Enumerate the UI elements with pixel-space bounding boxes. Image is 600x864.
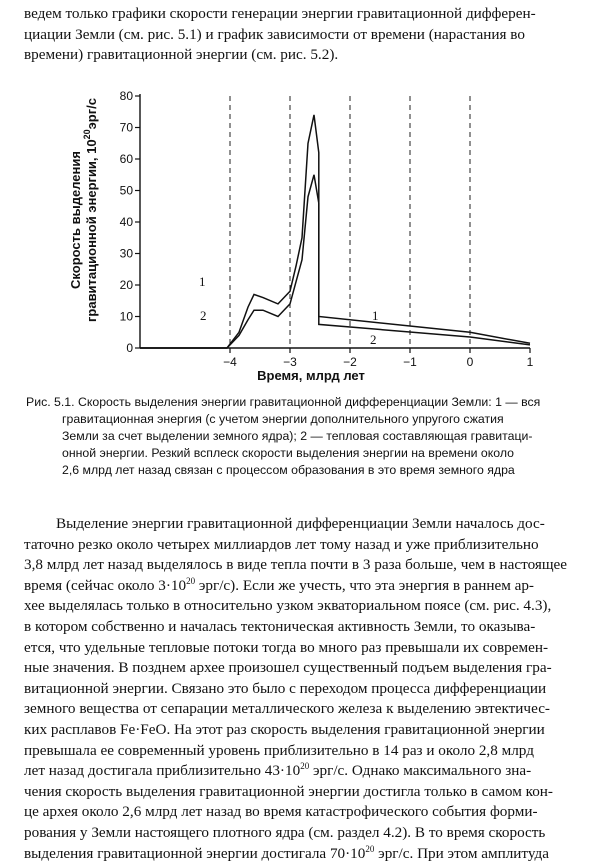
caption-line: Земли за счет выделении земного ядра); 2 — тепловая составляющая гравитаци- (26, 428, 582, 445)
series-line-1 (140, 115, 530, 348)
y-tick-label: 20 (120, 278, 134, 292)
y-tick-label: 40 (120, 215, 134, 229)
y-tick-label: 30 (120, 247, 134, 261)
y-axis-label-line2: гравитационной энергии, $10^{20}эрг/с$ (82, 98, 99, 322)
x-tick-label: −3 (283, 355, 297, 369)
text-line: це архея около 2,6 млрд лет назад во время катастрофического события форми- (24, 802, 576, 823)
x-tick-label: 0 (467, 355, 474, 369)
caption-line: 2,6 млрд лет назад связан с процессом образования в это время земного ядра (26, 462, 582, 479)
text-line: хее выделялась только в относительно узком экваториальном поясе (см. рис. 4.3), (24, 596, 576, 617)
x-tick-label: 1 (527, 355, 534, 369)
text-line: земного вещества от сепарации металлического железа к выделению эвтектичес- (24, 699, 576, 720)
text-line: Выделение энергии гравитационной дифференциации Земли началось дос- (24, 514, 576, 535)
text-line: превышала ее современный уровень приблизительно в 14 раз и около 2,8 млрд (24, 741, 576, 762)
text-line: ется, что удельные тепловые потоки тогда во много раз превышали их современ- (24, 638, 576, 659)
x-tick-label: −1 (403, 355, 417, 369)
text-line: в котором собственно и началась тектоническая активность Земли, то оказыва- (24, 617, 576, 638)
y-axis-label-line1: Скорость выделения (68, 151, 83, 289)
series-line-2 (140, 175, 530, 348)
text-line: ведем только графики скорости генерации энергии гравитационной дифферен- (24, 4, 576, 25)
text-line: лет назад достигала приблизительно $43\cdot 10^{20}$ эрг/с. Однако максимального зна- (24, 761, 576, 782)
text-line: времени) гравитационной энергии (см. рис. 5.2). (24, 45, 576, 66)
caption-line: гравитационная энергия (с учетом энергии дополнительного упругого сжатия (26, 411, 582, 428)
main-paragraph (24, 514, 576, 864)
figure-caption (26, 394, 582, 479)
text-line: рования у Земли настоящего плотного ядра (см. раздел 4.2). В то время скорость (24, 823, 576, 844)
y-tick-label: 80 (120, 89, 134, 103)
series-label-1-right: 1 (372, 308, 379, 323)
text-line: витационной энергии. Связано это было с переходом процесса дифференциации (24, 679, 576, 700)
text-line: ких расплавов Fe·FeO. На этот раз скорость выделения гравитационной энергии (24, 720, 576, 741)
y-tick-label: 70 (120, 121, 134, 135)
intro-paragraph (24, 4, 576, 66)
x-tick-label: −2 (343, 355, 357, 369)
series-label-2-right: 2 (370, 332, 377, 347)
series-label-2: 2 (200, 308, 207, 323)
x-tick-label: −4 (223, 355, 237, 369)
series-label-1: 1 (199, 274, 206, 289)
text-line: таточно резко около четырех миллиардов лет тому назад и уже приблизительно (24, 535, 576, 556)
y-tick-label: 10 (120, 310, 134, 324)
text-line: чения скорость выделения гравитационной энергии достигла только в самом кон- (24, 782, 576, 803)
grid-lines (230, 96, 470, 348)
y-tick-label: 60 (120, 152, 134, 166)
text-line: ные значения. В позднем архее произошел существенный подъем выделения гра- (24, 658, 576, 679)
tick-labels (120, 89, 534, 369)
text-line: 3,8 млрд лет назад выделялось в виде тепла почти в 3 раза больше, чем в настоящее (24, 555, 576, 576)
text-line: циации Земли (см. рис. 5.1) и график зависимости от времени (нарастания во (24, 25, 576, 46)
text-line: время (сейчас около $3\cdot 10^{20}$ эрг/с). Если же учесть, что эта энергия в раннем ар- (24, 576, 576, 597)
x-axis-label: Время, млрд лет (257, 368, 365, 383)
text-line: выделения гравитационной энергии достигала $70\cdot 10^{20}$ эрг/с. При этом амплитуда (24, 844, 576, 864)
series (140, 115, 530, 348)
caption-line: Рис. 5.1. Скорость выделения энергии гравитационной дифференциации Земли: 1 — вся (26, 394, 582, 411)
axes (135, 94, 530, 353)
y-tick-label: 50 (120, 184, 134, 198)
caption-line: онной энергии. Резкий всплеск скорости выделения энергии на времени около (26, 445, 582, 462)
figure-5-1-chart (60, 88, 550, 388)
y-tick-label: 0 (126, 341, 133, 355)
